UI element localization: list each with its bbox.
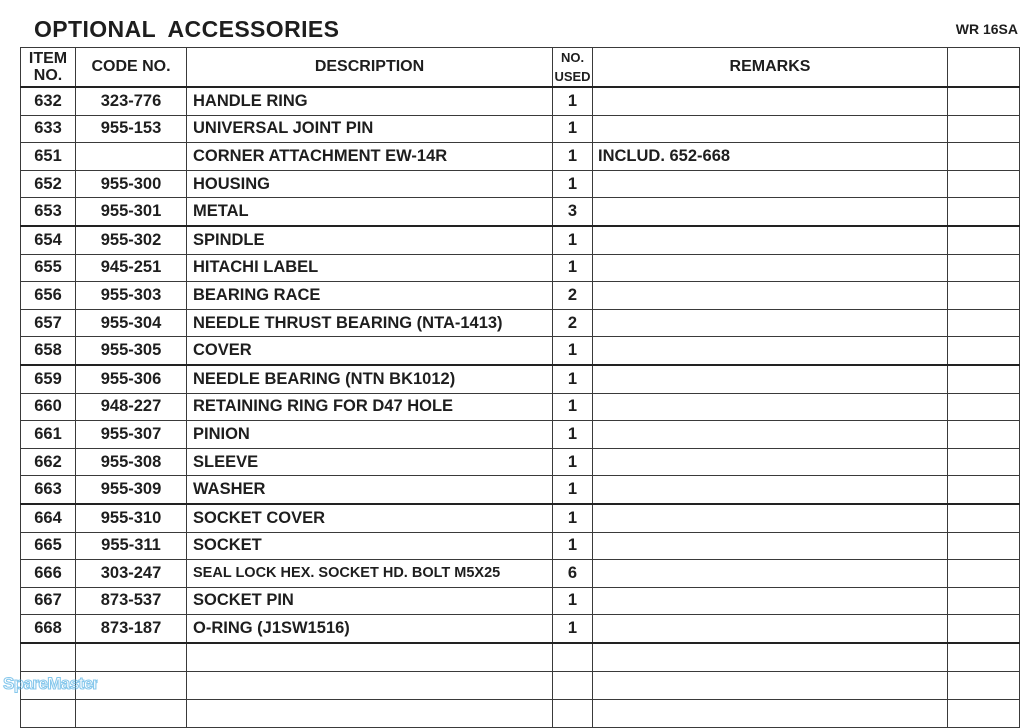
qty-used-cell: 1 (553, 254, 593, 282)
qty-used-cell: 1 (553, 448, 593, 476)
table-row (21, 170, 1020, 198)
blank-cell (948, 504, 1020, 532)
column-header-item-line1: ITEM (28, 50, 68, 67)
qty-used-cell: 1 (553, 115, 593, 143)
code-no-cell: 303-247 (76, 560, 187, 588)
table-row (21, 421, 1020, 449)
remarks-cell (593, 198, 948, 226)
blank-cell (948, 532, 1020, 560)
remarks-cell (593, 448, 948, 476)
remarks-cell: INCLUD. 652-668 (593, 143, 948, 171)
code-no-cell: 955-309 (76, 476, 187, 504)
blank-cell (948, 393, 1020, 421)
table-body (21, 87, 1020, 727)
table-row (21, 365, 1020, 393)
description-cell: WASHER (187, 476, 553, 504)
qty-used-cell: 1 (553, 393, 593, 421)
blank-cell (948, 421, 1020, 449)
item-no-cell: 666 (21, 560, 76, 588)
code-no-cell: 948-227 (76, 393, 187, 421)
blank-cell (948, 309, 1020, 337)
table-row (21, 587, 1020, 615)
empty-cell (187, 699, 553, 727)
code-no-cell: 955-310 (76, 504, 187, 532)
watermark-text: SpareMaster (3, 674, 98, 693)
empty-cell (593, 671, 948, 699)
blank-cell (948, 226, 1020, 254)
remarks-cell (593, 615, 948, 643)
remarks-cell (593, 393, 948, 421)
code-no-cell: 873-537 (76, 587, 187, 615)
table-row (21, 115, 1020, 143)
remarks-cell (593, 170, 948, 198)
empty-cell (553, 671, 593, 699)
blank-cell (948, 615, 1020, 643)
column-header-remarks: REMARKS (593, 48, 948, 88)
blank-cell (948, 560, 1020, 588)
blank-cell (948, 337, 1020, 365)
table-row (21, 198, 1020, 226)
table-row (21, 532, 1020, 560)
item-no-cell: 668 (21, 615, 76, 643)
code-no-cell: 945-251 (76, 254, 187, 282)
qty-used-cell: 1 (553, 504, 593, 532)
table-row (21, 309, 1020, 337)
empty-cell (948, 643, 1020, 672)
empty-cell (553, 643, 593, 672)
empty-row (21, 671, 1020, 699)
item-no-cell: 651 (21, 143, 76, 171)
item-no-cell: 661 (21, 421, 76, 449)
empty-cell (593, 643, 948, 672)
blank-cell (948, 282, 1020, 310)
item-no-cell: 632 (21, 87, 76, 115)
table-header-row (21, 48, 1020, 88)
table-row (21, 143, 1020, 171)
blank-cell (948, 115, 1020, 143)
remarks-cell (593, 504, 948, 532)
qty-used-cell: 1 (553, 170, 593, 198)
code-no-cell: 955-301 (76, 198, 187, 226)
table-row (21, 337, 1020, 365)
description-cell: NEEDLE THRUST BEARING (NTA-1413) (187, 309, 553, 337)
item-no-cell: 664 (21, 504, 76, 532)
blank-cell (948, 198, 1020, 226)
item-no-cell: 659 (21, 365, 76, 393)
empty-row (21, 699, 1020, 727)
blank-cell (948, 587, 1020, 615)
remarks-cell (593, 560, 948, 588)
description-cell: SOCKET PIN (187, 587, 553, 615)
blank-cell (948, 170, 1020, 198)
column-header-blank (948, 48, 1020, 88)
item-no-cell: 667 (21, 587, 76, 615)
description-cell: PINION (187, 421, 553, 449)
column-header-no-used (553, 48, 593, 88)
description-cell: BEARING RACE (187, 282, 553, 310)
qty-used-cell: 1 (553, 421, 593, 449)
page-title: OPTIONAL ACCESSORIES (34, 16, 340, 42)
blank-cell (948, 143, 1020, 171)
remarks-cell (593, 282, 948, 310)
description-cell: SPINDLE (187, 226, 553, 254)
column-header-description: DESCRIPTION (187, 48, 553, 88)
sparemaster-logo-icon (2, 666, 98, 700)
qty-used-cell: 6 (553, 560, 593, 588)
table-row (21, 226, 1020, 254)
code-no-cell: 955-305 (76, 337, 187, 365)
item-no-cell: 660 (21, 393, 76, 421)
table-row (21, 504, 1020, 532)
code-no-cell: 873-187 (76, 615, 187, 643)
blank-cell (948, 87, 1020, 115)
code-no-cell: 955-303 (76, 282, 187, 310)
code-no-cell: 955-302 (76, 226, 187, 254)
item-no-cell: 658 (21, 337, 76, 365)
remarks-cell (593, 337, 948, 365)
remarks-cell (593, 532, 948, 560)
remarks-cell (593, 309, 948, 337)
item-no-cell: 663 (21, 476, 76, 504)
table-row (21, 254, 1020, 282)
code-no-cell: 955-304 (76, 309, 187, 337)
code-no-cell: 955-153 (76, 115, 187, 143)
description-cell: SEAL LOCK HEX. SOCKET HD. BOLT M5X25 (187, 560, 553, 588)
table-row (21, 282, 1020, 310)
remarks-cell (593, 476, 948, 504)
description-cell: SOCKET COVER (187, 504, 553, 532)
column-header-code-no: CODE NO. (76, 48, 187, 88)
column-header-item-line2: NO. (33, 67, 63, 84)
description-cell: RETAINING RING FOR D47 HOLE (187, 393, 553, 421)
qty-used-cell: 1 (553, 337, 593, 365)
table-row (21, 87, 1020, 115)
empty-cell (187, 671, 553, 699)
description-cell: SLEEVE (187, 448, 553, 476)
code-no-cell: 955-300 (76, 170, 187, 198)
model-code: WR 16SA (955, 21, 1018, 37)
code-no-cell: 955-307 (76, 421, 187, 449)
item-no-cell: 657 (21, 309, 76, 337)
code-no-cell (76, 143, 187, 171)
remarks-cell (593, 115, 948, 143)
description-cell: METAL (187, 198, 553, 226)
item-no-cell: 633 (21, 115, 76, 143)
qty-used-cell: 1 (553, 143, 593, 171)
empty-cell (948, 699, 1020, 727)
table-row (21, 448, 1020, 476)
remarks-cell (593, 87, 948, 115)
item-no-cell: 653 (21, 198, 76, 226)
description-cell: CORNER ATTACHMENT EW-14R (187, 143, 553, 171)
remarks-cell (593, 365, 948, 393)
qty-used-cell: 1 (553, 226, 593, 254)
code-no-cell: 955-306 (76, 365, 187, 393)
empty-cell (553, 699, 593, 727)
remarks-cell (593, 226, 948, 254)
empty-row (21, 643, 1020, 672)
remarks-cell (593, 254, 948, 282)
empty-cell (948, 671, 1020, 699)
remarks-cell (593, 587, 948, 615)
description-cell: NEEDLE BEARING (NTN BK1012) (187, 365, 553, 393)
qty-used-cell: 1 (553, 476, 593, 504)
empty-cell (76, 699, 187, 727)
qty-used-cell: 2 (553, 309, 593, 337)
qty-used-cell: 1 (553, 365, 593, 393)
table-row (21, 476, 1020, 504)
description-cell: SOCKET (187, 532, 553, 560)
code-no-cell: 955-311 (76, 532, 187, 560)
qty-used-cell: 1 (553, 615, 593, 643)
blank-cell (948, 254, 1020, 282)
empty-cell (593, 699, 948, 727)
remarks-cell (593, 421, 948, 449)
description-cell: HITACHI LABEL (187, 254, 553, 282)
description-cell: COVER (187, 337, 553, 365)
item-no-cell: 655 (21, 254, 76, 282)
description-cell: HOUSING (187, 170, 553, 198)
table-row (21, 615, 1020, 643)
empty-cell (21, 699, 76, 727)
item-no-cell: 662 (21, 448, 76, 476)
empty-cell (187, 643, 553, 672)
code-no-cell: 955-308 (76, 448, 187, 476)
parts-list-table (20, 47, 1020, 728)
column-header-used-line1: NO. (560, 50, 585, 65)
qty-used-cell: 2 (553, 282, 593, 310)
blank-cell (948, 448, 1020, 476)
item-no-cell: 656 (21, 282, 76, 310)
qty-used-cell: 1 (553, 532, 593, 560)
table-row (21, 560, 1020, 588)
item-no-cell: 652 (21, 170, 76, 198)
column-header-used-line2: USED (554, 69, 591, 84)
description-cell: O-RING (J1SW1516) (187, 615, 553, 643)
qty-used-cell: 1 (553, 587, 593, 615)
item-no-cell: 654 (21, 226, 76, 254)
column-header-item-no (21, 48, 76, 88)
qty-used-cell: 1 (553, 87, 593, 115)
item-no-cell: 665 (21, 532, 76, 560)
blank-cell (948, 365, 1020, 393)
table-row (21, 393, 1020, 421)
qty-used-cell: 3 (553, 198, 593, 226)
blank-cell (948, 476, 1020, 504)
description-cell: UNIVERSAL JOINT PIN (187, 115, 553, 143)
code-no-cell: 323-776 (76, 87, 187, 115)
description-cell: HANDLE RING (187, 87, 553, 115)
